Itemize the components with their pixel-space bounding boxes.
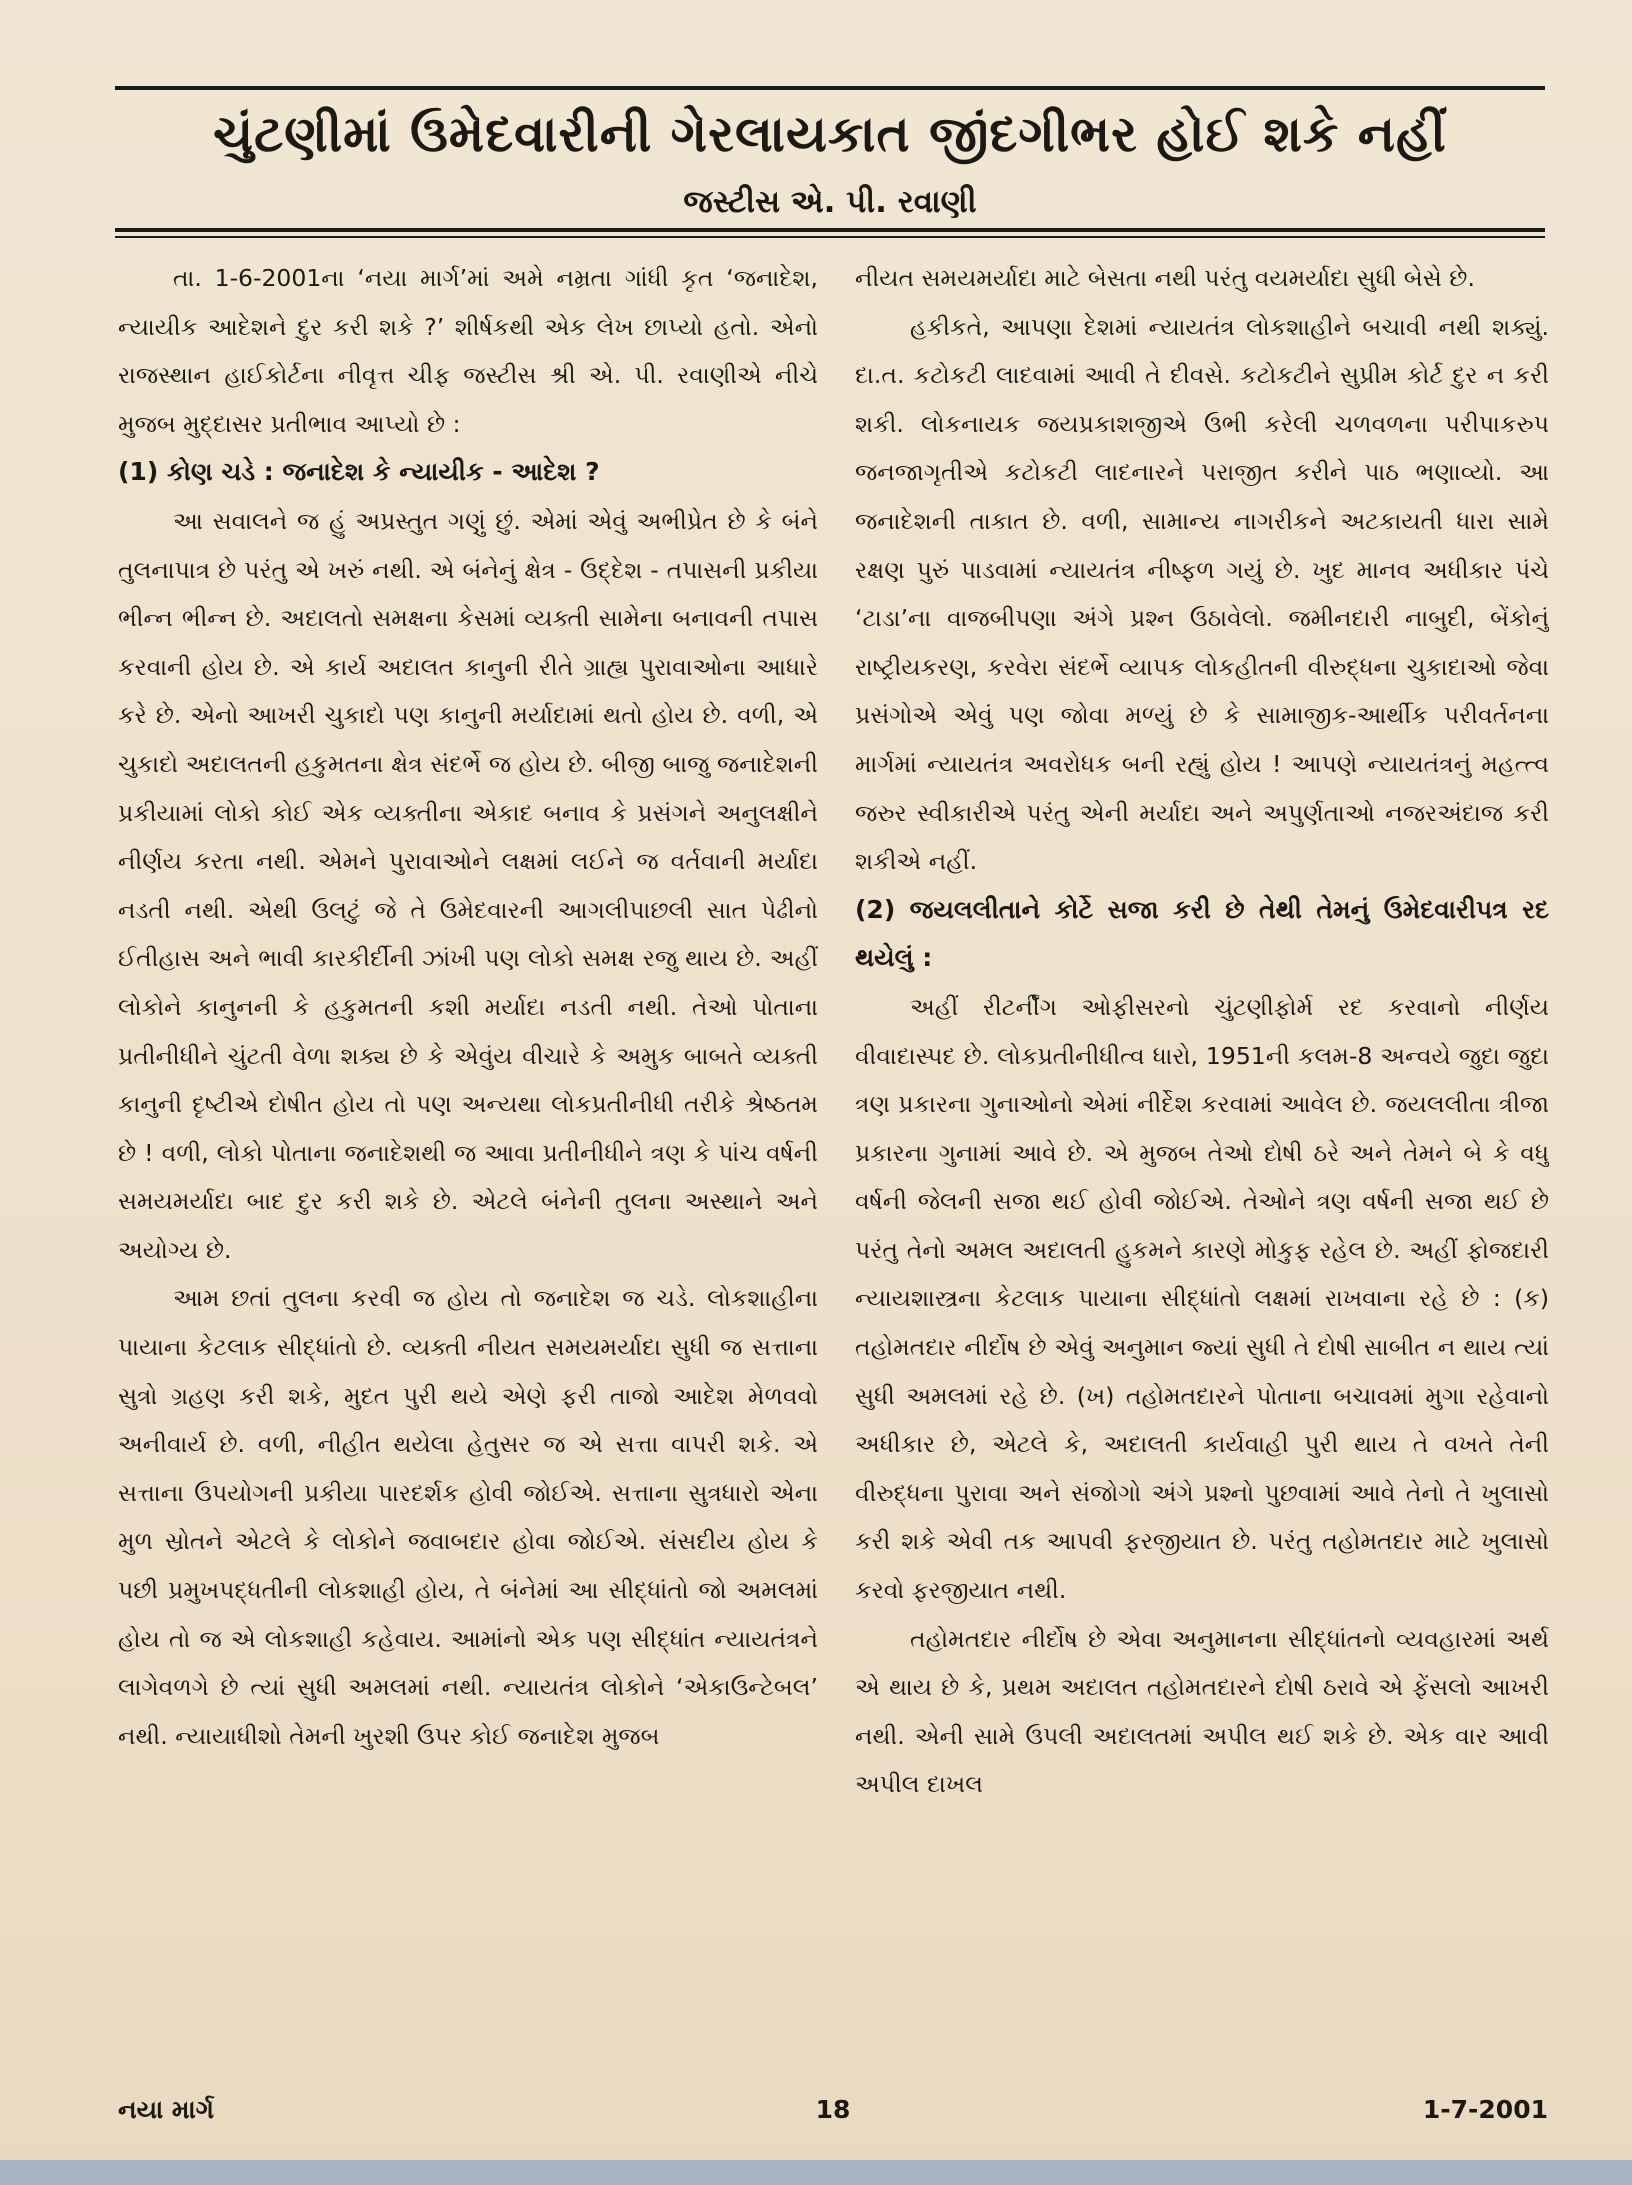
body-paragraph: અહીં રીટર્નીંગ ઓફીસરનો ચુંટણીફોર્મ રદ કરવાનો નીર્ણય વીવાદાસ્પદ છે. લોકપ્રતીનીધીત્વ ધારો, 1951ની કલમ-8 અન્વયે જુદા જુદા ત્રણ પ્રકારના ગુનાઓનો એમાં નીર્દેશ કરવામાં આવેલ છે. જયલલીતા ત્રીજા પ્રકારના ગુનામાં આવે છે. એ મુજબ તેઓ દોષી ઠરે અને તેમને બે કે વધુ વર્ષની જેલની સજા થઈ હોવી જોઈએ. તેઓને ત્રણ વર્ષની સજા થઈ છે પરંતુ તેનો અમલ અદાલતી હુકમને કારણે મોકુફ રહેલ છે. અહીં ફોજદારી ન્યાયશાસ્ત્રના કેટલાક પાયાના સીદ્ધાંતો લક્ષમાં રાખવાના રહે છે : (ક) તહોમતદાર નીર્દોષ છે એવું અનુમાન જ્યાં સુધી તે દોષી સાબીત ન થાય ત્યાં સુધી અમલમાં રહે છે. (ખ) તહોમતદારને પોતાના બચાવમાં મુગા રહેવાનો અધીકાર છે, એટલે કે, અદાલતી કાર્યવાહી પુરી થાય તે વખતે તેની વીરુદ્ધના પુરાવા અને સંજોગો અંગે પ્રશ્નો પુછવામાં આવે તેનો તે ખુલાસો કરી શકે એવી તક આપવી ફરજીયાત છે. પરંતુ તહોમતદાર માટે ખુલાસો કરવો ફરજીયાત નથી. <box>855 992 1549 1605</box>
title-bottom-rule-thin <box>115 236 1545 238</box>
body-paragraph: હકીકતે, આપણા દેશમાં ન્યાયતંત્ર લોકશાહીને બચાવી નથી શક્યું. દા.ત. કટોકટી લાદવામાં આવી તે દીવસે. કટોકટીને સુપ્રીમ કોર્ટ દુર ન કરી શકી. લોકનાયક જયપ્રકાશજીએ ઉભી કરેલી ચળવળના પરીપાકરુપ જનજાગૃતીએ કટોકટી લાદનારને પરાજીત કરીને પાઠ ભણાવ્યો. આ જનાદેશની તાકાત છે. વળી, સામાન્ય નાગરીકને અટકાયતી ધારા સામે રક્ષણ પુરું પાડવામાં ન્યાયતંત્ર નીષ્ફળ ગયું છે. ખુદ માનવ અધીકાર પંચે ‘ટાડા’ના વાજબીપણા અંગે પ્રશ્ન ઉઠાવેલો. જમીનદારી નાબુદી, બેંકોનું રાષ્ટ્રીયકરણ, કરવેરા સંદર્ભે વ્યાપક લોકહીતની વીરુદ્ધના ચુકાદાઓ જેવા પ્રસંગોએ એવું પણ જોવા મળ્યું છે કે સામાજીક-આર્થીક પરીવર્તનના માર્ગમાં ન્યાયતંત્ર અવરોધક બની રહ્યું હોય ! આપણે ન્યાયતંત્રનું મહત્ત્વ જરુર સ્વીકારીએ પરંતુ એની મર્યાદા અને અપુર્ણતાઓ નજરઅંદાજ કરી શકીએ નહીં. <box>855 312 1549 876</box>
scan-bottom-edge <box>0 2160 1632 2185</box>
right-column <box>855 254 1549 2084</box>
title-bottom-rule <box>115 228 1545 232</box>
article-author: જસ્ટીસ એ. પી. રવાણી <box>683 184 977 220</box>
body-paragraph: આ સવાલને જ હું અપ્રસ્તુત ગણું છું. એમાં એવું અભીપ્રેત છે કે બંને તુલનાપાત્ર છે પરંતુ એ ખરું નથી. એ બંનેનું ક્ષેત્ર - ઉદ્દેશ - તપાસની પ્રકીયા ભીન્ન ભીન્ન છે. અદાલતો સમક્ષના કેસમાં વ્યક્તી સામેના બનાવની તપાસ કરવાની હોય છે. એ કાર્ય અદાલત કાનુની રીતે ગ્રાહ્ય પુરાવાઓના આધારે કરે છે. એનો આખરી ચુકાદો પણ કાનુની મર્યાદામાં થતો હોય છે. વળી, એ ચુકાદો અદાલતની હકુમતના ક્ષેત્ર સંદર્ભે જ હોય છે. બીજી બાજુ જનાદેશની પ્રકીયામાં લોકો કોઈ એક વ્યક્તીના એકાદ બનાવ કે પ્રસંગને અનુલક્ષીને નીર્ણય કરતા નથી. એમને પુરાવાઓને લક્ષમાં લઈને જ વર્તવાની મર્યાદા નડતી નથી. એથી ઉલટું જે તે ઉમેદવારની આગલીપાછલી સાત પેઢીનો ઈતીહાસ અને ભાવી કારકીર્દીની ઝાંખી પણ લોકો સમક્ષ રજુ થાય છે. અહીં લોકોને કાનુનની કે હકુમતની કશી મર્યાદા નડતી નથી. તેઓ પોતાના પ્રતીનીધીને ચુંટતી વેળા શક્ય છે કે એવુંય વીચારે કે અમુક બાબતે વ્યક્તી કાનુની દૃષ્ટીએ દોષીત હોય તો પણ અન્યથા લોકપ્રતીનીધી તરીકે શ્રેષ્ઠતમ છે ! વળી, લોકો પોતાના જનાદેશથી જ આવા પ્રતીનીધીને ત્રણ કે પાંચ વર્ષની સમયમર્યાદા બાદ દુર કરી શકે છે. એટલે બંનેની તુલના અસ્થાને અને અયોગ્ય છે. <box>118 506 818 1264</box>
body-paragraph: તહોમતદાર નીર્દોષ છે એવા અનુમાનના સીદ્ધાંતનો વ્યવહારમાં અર્થ એ થાય છે કે, પ્રથમ અદાલત તહોમતદારને દોષી ઠરાવે એ ફેંસલો આખરી નથી. એની સામે ઉપલી અદાલતમાં અપીલ થઈ શકે છે. એક વાર આવી અપીલ દાખલ <box>855 1624 1549 1799</box>
footer-date: 1-7-2001 <box>1422 2095 1548 2124</box>
footer-page-number: 18 <box>815 2095 851 2124</box>
left-column <box>118 254 818 2084</box>
footer-magazine-name: નયા માર્ગ <box>118 2095 214 2124</box>
body-paragraph: આમ છતાં તુલના કરવી જ હોય તો જનાદેશ જ ચડે. લોકશાહીના પાયાના કેટલાક સીદ્ધાંતો છે. વ્યક્તી નીયત સમયમર્યાદા સુધી જ સત્તાના સુત્રો ગ્રહણ કરી શકે, મુદત પુરી થયે એણે ફરી તાજો આદેશ મેળવવો અનીવાર્ય છે. વળી, નીહીત થયેલા હેતુસર જ એ સત્તા વાપરી શકે. એ સત્તાના ઉપયોગની પ્રકીયા પારદર્શક હોવી જોઈએ. સત્તાના સુત્રધારો એના મુળ સ્રોતને એટલે કે લોકોને જવાબદાર હોવા જોઈએ. સંસદીય હોય કે પછી પ્રમુખપદ્ધતીની લોકશાહી હોય, તે બંનેમાં આ સીદ્ધાંતો જો અમલમાં હોય તો જ એ લોકશાહી કહેવાય. આમાંનો એક પણ સીદ્ધાંત ન્યાયતંત્રને લાગેવળગે છે ત્યાં સુધી અમલમાં નથી. ન્યાયતંત્ર લોકોને ‘એકાઉન્ટેબલ’ નથી. ન્યાયાધીશો તેમની ખુરશી ઉપર કોઈ જનાદેશ મુજબ <box>118 1284 818 1750</box>
page-footer <box>118 2088 1548 2132</box>
intro-paragraph: તા. 1-6-2001ના ‘નયા માર્ગ’માં અમે નમ્રતા ગાંધી કૃત ‘જનાદેશ, ન્યાયીક આદેશને દુર કરી શકે ?’ શીર્ષકથી એક લેખ છાપ્યો હતો. એનો રાજસ્થાન હાઈકોર્ટના નીવૃત્ત ચીફ જસ્ટીસ શ્રી એ. પી. રવાણીએ નીચે મુજબ મુદ્દાસર પ્રતીભાવ આપ્યો છે : <box>118 264 818 438</box>
article-title: ચુંટણીમાં ઉમેદવારીની ગેરલાયકાત જીંદગીભર હોઈ શકે નહીં <box>213 105 1447 163</box>
section-heading-1: (1) કોણ ચડે : જનાદેશ કે ન્યાયીક - આદેશ ? <box>118 457 600 487</box>
title-top-rule <box>115 86 1545 90</box>
body-paragraph: નીયત સમયમર્યાદા માટે બેસતા નથી પરંતુ વયમર્યાદા સુધી બેસે છે. <box>855 264 1475 292</box>
section-heading-2: (2) જયલલીતાને કોર્ટે સજા કરી છે તેથી તેમનું ઉમેદવારીપત્ર રદ થયેલું : <box>855 894 1549 973</box>
